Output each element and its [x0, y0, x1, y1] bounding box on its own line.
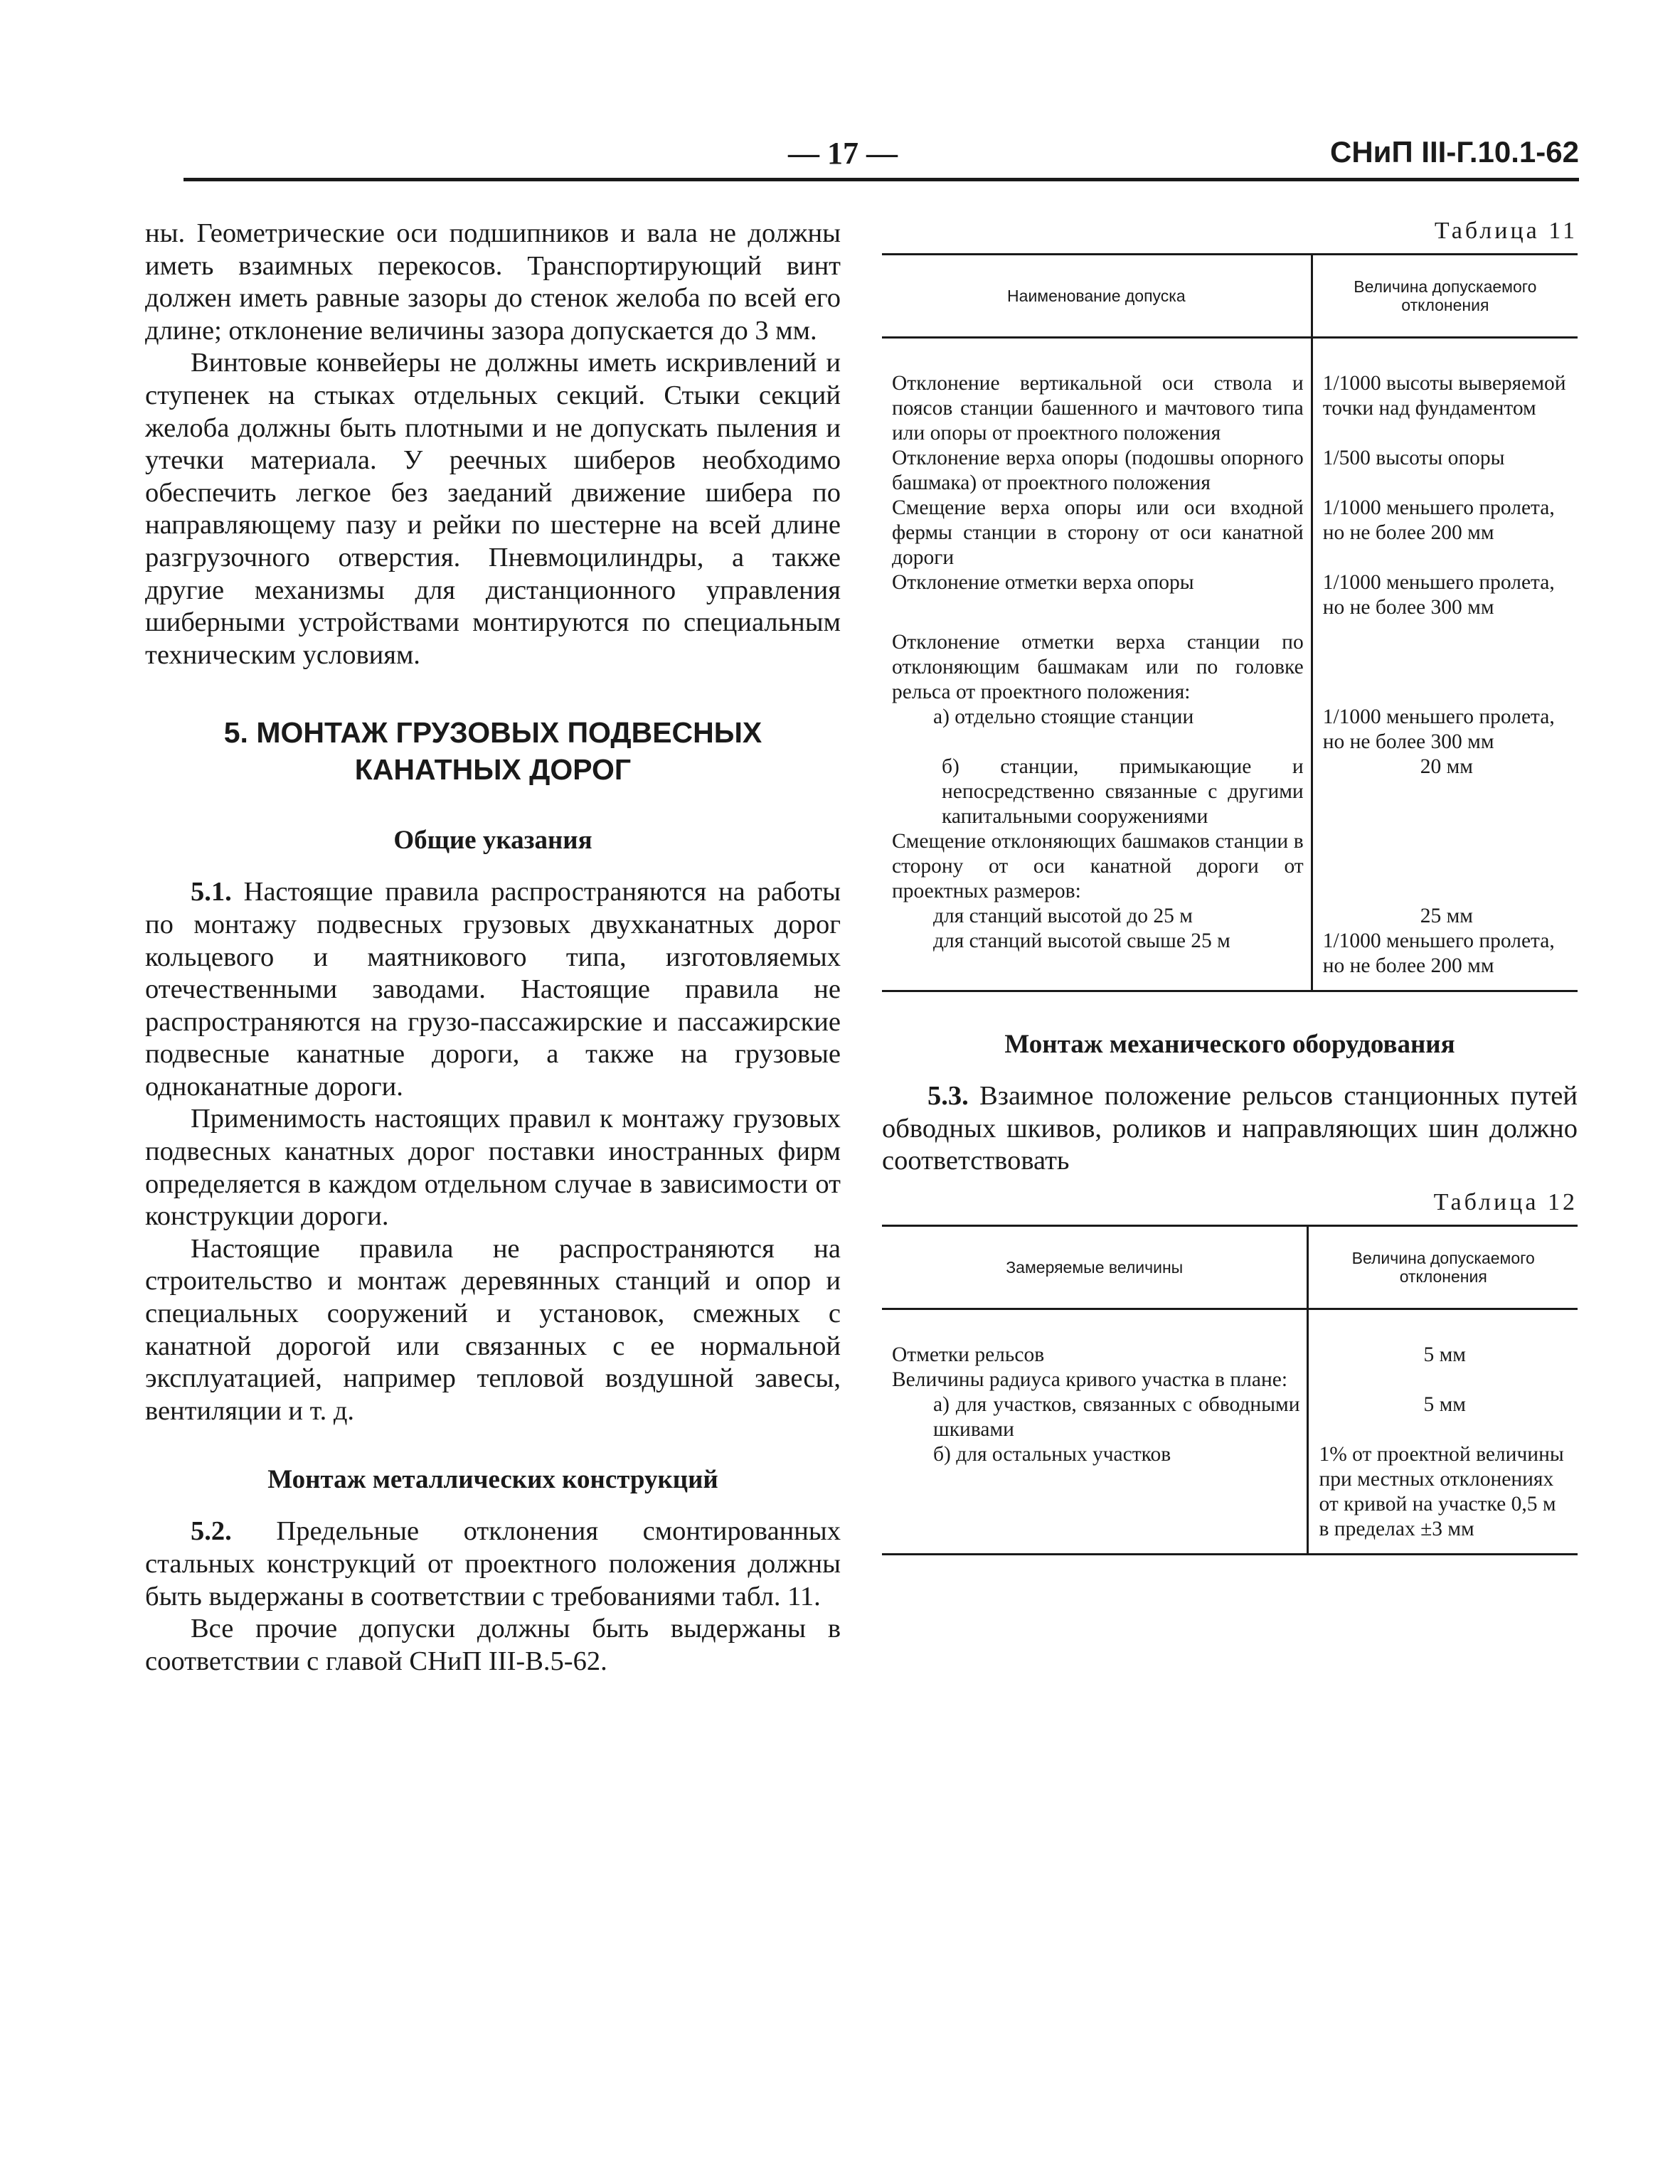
table-cell: Смещение отклоняющих башмаков станции в сторону от оси канатной дороги от проектных размеров: — [892, 830, 1304, 902]
table-cell: для станций высотой свыше 25 м — [882, 929, 1312, 991]
table-cell: 1/1000 меньшего пролета, но не более 200 мм — [1312, 929, 1578, 991]
table-row — [882, 929, 1578, 991]
table-cell: Величины радиуса кривого участка в плане: — [892, 1368, 1288, 1391]
table-cell: 25 мм — [1312, 904, 1578, 929]
table-cell: а) отдельно стоящие станции — [933, 705, 1194, 728]
table-header-cell: Замеряемые величины — [882, 1225, 1308, 1309]
table-11 — [882, 253, 1578, 992]
table-row — [882, 446, 1578, 496]
table-row — [882, 338, 1578, 447]
section-title: 5. МОНТАЖ ГРУЗОВЫХ ПОДВЕСНЫХ КАНАТНЫХ ДОРОГ — [223, 716, 762, 787]
table-cell: Смещение верха опоры или оси входной фермы станции в сторону от оси канатной дороги — [892, 496, 1304, 569]
table-12 — [882, 1225, 1578, 1555]
table-cell: Отклонение отметки верха станции по отклоняющим башмакам или по головке рельса от проектного положения: — [892, 631, 1304, 703]
paragraph-5-2 — [145, 1516, 841, 1613]
header-rule — [184, 178, 1579, 181]
paragraph-5-3 — [882, 1080, 1578, 1178]
paragraph-exclusions: Настоящие правила не распространяются на строительство и монтаж деревянных станций и опор и специальных сооружений и установок, смежных с канатной дорогой или связанных с ее нормальной эксплуатацией, например тепловой воздушной завесы, вентиляции и т. д. — [145, 1233, 841, 1426]
table-12-caption: Таблица 12 — [1433, 1188, 1578, 1215]
clause-text: Настоящие правила распространяются на работы по монтажу подвесных грузовых двухканатных дорог кольцевого и маятникового типа, изготовляемых отечественными заводами. Настоящие правила не распространяются на грузо-пассажирские и пассажирские подвесные канатные дороги, а также на грузовые одноканатные дороги. — [145, 877, 841, 1102]
table-cell: 1/1000 меньшего пролета, но не более 300 мм — [1312, 705, 1578, 755]
table-cell: Отклонение вертикальной оси ствола и поясов станции башенного и мачтового типа или опоры от проектного положения — [892, 372, 1304, 444]
clause-text: Взаимное положение рельсов станционных путей обводных шкивов, роликов и направляющих шин должно соответствовать — [882, 1081, 1578, 1176]
table-cell: а) для участков, связанных с обводными шкивами — [933, 1392, 1300, 1441]
clause-text: Предельные отклонения смонтированных стальных конструкций от проектного положения должны быть выдержаны в соответствии с требованиями табл. 11. — [145, 1516, 841, 1612]
right-column — [882, 218, 1578, 1555]
table-row — [882, 1309, 1578, 1368]
table-row — [882, 570, 1578, 620]
table-cell — [1312, 829, 1578, 904]
table-header-cell: Наименование допуска — [882, 255, 1312, 338]
table-row — [882, 705, 1578, 755]
table-cell: 5 мм — [1308, 1392, 1578, 1442]
table-cell: б) для остальных участков — [882, 1442, 1308, 1555]
table-cell: Отклонение отметки верха опоры — [892, 571, 1194, 594]
table-header-cell: Величина допускаемого отклонения — [1308, 1225, 1578, 1309]
table-row — [882, 1368, 1578, 1392]
clause-number: 5.2. — [191, 1516, 232, 1547]
clause-number: 5.3. — [927, 1081, 969, 1111]
table-cell: 20 мм — [1312, 755, 1578, 829]
table-cell — [1308, 1368, 1578, 1392]
table-row — [882, 630, 1578, 705]
table-row — [882, 829, 1578, 904]
table-row — [882, 496, 1578, 570]
left-column — [145, 218, 841, 1678]
paragraph-applicability: Применимость настоящих правил к монтажу грузовых подвесных канатных дорог поставки иностранных фирм определяется в каждом отдельном случае в зависимости от конструкции дороги. — [145, 1104, 841, 1232]
subheading-mechanical: Монтаж механического оборудования — [1004, 1030, 1455, 1059]
table-header-cell: Величина допускаемого отклонения — [1312, 255, 1578, 338]
clause-number: 5.1. — [191, 877, 232, 907]
table-spacer — [882, 620, 1578, 630]
table-row — [882, 904, 1578, 929]
table-cell: 1/1000 меньшего пролета, но не более 200 мм — [1312, 496, 1578, 570]
paragraph-screw-conveyors: Винтовые конвейеры не должны иметь искривлений и ступенек на стыках отдельных секций. Стыки секций желоба должны быть плотными и не допускать пыления и утечки материала. У реечных шиберов необходимо обеспечить легкое без заеданий движение шибера по направляющему пазу и рейки по шестерне на всей длине разгрузочного отверстия. Пневмоцилиндры, а также другие механизмы для дистанционного управления шиберными устройствами монтируются по специальным техническим условиям. — [145, 348, 841, 670]
table-cell — [1312, 630, 1578, 705]
page-header — [184, 135, 1579, 178]
subheading-general: Общие указания — [393, 826, 592, 856]
table-cell: 1/1000 высоты выверяемой точки над фундаментом — [1312, 338, 1578, 447]
table-row — [882, 755, 1578, 829]
table-cell: 1/1000 меньшего пролета, но не более 300 мм — [1312, 570, 1578, 620]
table-row — [882, 1392, 1578, 1442]
page-number: — 17 — — [788, 136, 898, 171]
table-cell: для станций высотой до 25 м — [933, 905, 1193, 927]
table-cell: Отметки рельсов — [892, 1343, 1045, 1366]
table-cell: б) станции, примыкающие и непосредственно связанные с другими капитальными сооружениями — [942, 755, 1304, 828]
subheading-metal: Монтаж металлических конструкций — [267, 1465, 718, 1495]
table-row — [882, 1442, 1578, 1555]
document-code: СНиП III-Г.10.1-62 — [1329, 135, 1579, 169]
table-cell: 5 мм — [1308, 1309, 1578, 1368]
paragraph-continued: ны. Геометрические оси подшипников и вала не должны иметь взаимных перекосов. Транспортирующий винт должен иметь равные зазоры до стенок желоба по всей его длине; отклонение величины зазора допускается до 3 мм. — [145, 218, 841, 346]
table-cell: Отклонение верха опоры (подошвы опорного башмака) от проектного положения — [892, 447, 1304, 494]
paragraph-other-tolerances: Все прочие допуски должны быть выдержаны в соответствии с главой СНиП III-В.5-62. — [145, 1614, 841, 1676]
table-cell: 1/500 высоты опоры — [1312, 446, 1578, 496]
table-cell: 1% от проектной величины при местных отклонениях от кривой на участке 0,5 м в пределах ±3 мм — [1308, 1442, 1578, 1555]
paragraph-5-1 — [145, 876, 841, 1103]
table-11-caption: Таблица 11 — [1434, 218, 1578, 244]
